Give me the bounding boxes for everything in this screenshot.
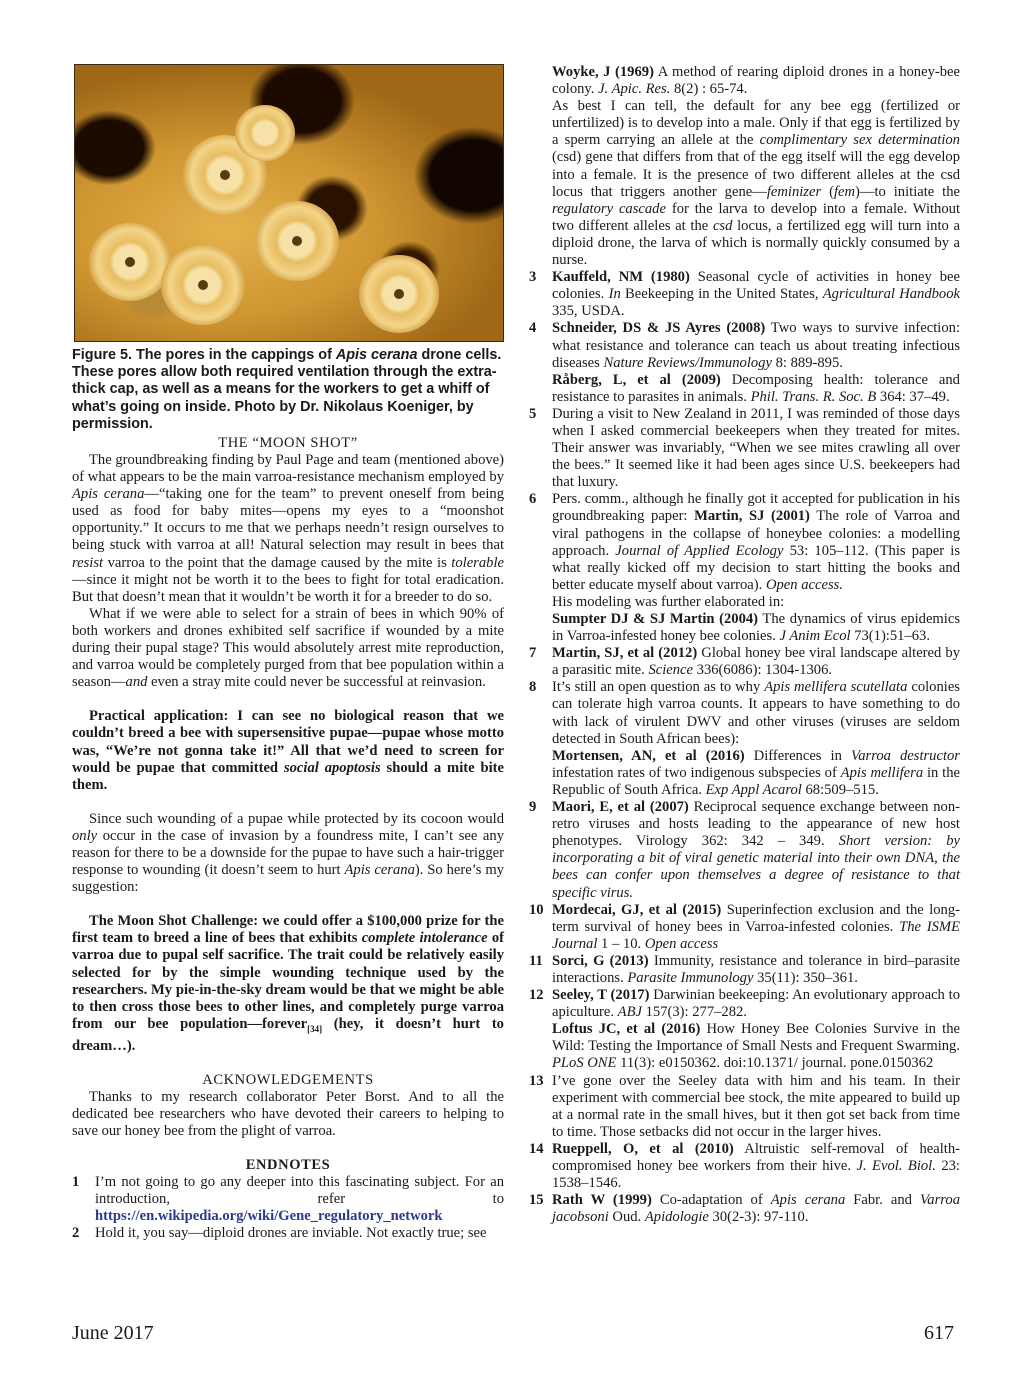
reference-mortensen: Mortensen, AN, et al (2016) Differences in Varroa destructor infestation rates of two indigenous subspecies of Apis mellifera in the Republic of South Africa. Exp Appl Acarol 68:509–515. <box>552 747 960 798</box>
practical-application: Practical application: I can see no biological reason that we couldn’t breed a bee with supersensitive pupae—pupae whose motto was, “We’re not gonna take it!” All that we’d need to screen for would be pupae that committed social apoptosis should a mite bite them. <box>72 708 504 793</box>
cap-pore <box>394 289 404 299</box>
page-number: 617 <box>924 1322 954 1344</box>
endnote-item: 8 It’s still an open question as to why Apis mellifera scutellata colonies can tolerate high varroa counts. It appears to have something to do with lack of virulent DWV and other viruses (viruses are seldom detected in South African bees): <box>529 679 960 747</box>
cap-pore <box>220 170 230 180</box>
moon-shot-heading: THE “MOON SHOT” <box>218 435 358 452</box>
modeling-note: His modeling was further elaborated in: <box>552 593 785 610</box>
reference-raberg: Råberg, L, et al (2009) Decomposing health: tolerance and resistance to parasites in animals. Phil. Trans. R. Soc. B 364: 37–49. <box>552 371 960 405</box>
moon-shot-paragraph-3: Since such wounding of a pupae while protected by its cocoon would only occur in the case of invasion by a foundress mite, I can’t see any reason for there to be a downside for the pupae to have such a hair-trigger response to wounding (it doesn’t seem to hurt Apis cerana). So here’s my suggestion: <box>72 810 504 896</box>
moon-shot-paragraph-2: What if we were able to select for a strain of bees in which 90% of both workers and drones exhibited self sacrifice if wounded by a mite during their pupal stage? This would absolutely arrest mite reproduction, and varroa would be completely purged from that bee population within a season—and even a stray mite could never be successful at reinvasion. <box>72 605 504 691</box>
figure-5-photo <box>74 64 504 342</box>
endnote-item: 1 I’m not going to go any deeper into this fascinating subject. For an introduction, refer to https://en.wikipedia.org/wiki/Gene_regulatory_network <box>72 1174 504 1225</box>
cap-pore <box>292 236 302 246</box>
endnote-item: 15 Rath W (1999) Co-adaptation of Apis cerana Fabr. and Varroa jacobsoni Oud. Apidologie 30(2-3): 97-110. <box>529 1192 960 1226</box>
endnote-item: 5 During a visit to New Zealand in 2011, I was reminded of those days when I asked commercial beekeepers when they treated for mites. Their answer was invariably, “When we see mites crawling all over the bees.” It seemed like it had been ages since U.S. beekeepers had that luxury. <box>529 405 960 491</box>
endnote-item: 9 Maori, E, et al (2007) Reciprocal sequence exchange between non-retro viruses and hosts leading to the appearance of new host phenotypes. Virology 362: 342 – 349. Short version: by incorporating a bit of viral genetic material into their own DNA, the bees can confer upon themselves a degree of resistance to that specific virus. <box>529 799 960 901</box>
endnote-item: 12 Seeley, T (2017) Darwinian beekeeping: An evolutionary approach to apiculture. ABJ 157(3): 277–282. <box>529 987 960 1021</box>
endnote-item: 7 Martin, SJ, et al (2012) Global honey bee viral landscape altered by a parasitic mite. Science 336(6086): 1304-1306. <box>529 645 960 679</box>
endnote-item: 11 Sorci, G (2013) Immunity, resistance and tolerance in bird–parasite interactions. Parasite Immunology 35(11): 350–361. <box>529 952 960 986</box>
endnote-item: 3 Kauffeld, NM (1980) Seasonal cycle of activities in honey bee colonies. In Beekeeping in the United States, Agricultural Handbook 335, USDA. <box>529 269 961 320</box>
reference-woyke: Woyke, J (1969) A method of rearing diploid drones in a honey-bee colony. J. Apic. Res. 8(2) : 65-74. <box>552 64 960 98</box>
acknowledgements-heading: ACKNOWLEDGEMENTS <box>202 1071 374 1088</box>
moon-shot-challenge: The Moon Shot Challenge: we could offer a $100,000 prize for the first team to breed a line of bees that exhibits complete intolerance of varroa due to pupal self sacrifice. The trait could be relatively easily selected for by the simple wounding technique used by the researchers. My pie-in-the-sky dream would be that we might be able to then cross those bees to other lines, and completely purge varroa from our bee population—forever$_{[34]}$ (hey, it doesn’t hurt to dream…). <box>72 913 504 1054</box>
left-column <box>72 64 504 1243</box>
endnote-item: 10 Mordecai, GJ, et al (2015) Superinfection exclusion and the long-term survival of honey bees in Varroa-infested colonies. The ISME Journal 1 – 10. Open access <box>529 901 961 952</box>
right-column <box>529 64 960 1226</box>
moon-shot-paragraph-1: The groundbreaking finding by Paul Page and team (mentioned above) of what appears to be the main varroa-resistance mechanism employed by Apis cerana—“taking one for the team” to prevent oneself from being used as food for baby mites—opens my eyes to a “moonshot opportunity.” It occurs to me that we perhaps needn’t resign ourselves to being stuck with varroa at all! Natural selection may result in bees that resist varroa to the point that the damage caused by the mite is tolerable—since it might not be worth it to the bees to fight for total eradication. But that doesn’t mean that it wouldn’t be worth it for a breeder to do so. <box>72 452 504 605</box>
endnote-item: 6 Pers. comm., although he finally got it accepted for publication in his groundbreaking paper: Martin, SJ (2001) The role of Varroa and viral pathogens in the collapse of honeybee colonies: a modelling approach. Journal of Applied Ecology 53: 105–112. (This paper is what really kicked off my decision to start hitting the books and better educate myself about varroa). Open access. <box>529 491 961 593</box>
woyke-note: As best I can tell, the default for any bee egg (fertilized or unfertilized) is to develop into a male. Only if that egg is fertilized by a sperm carrying an allele at the complimentary sex determination (csd) gene that differs from that of the egg itself will the egg develop into a female. It is the presence of two different alleles at the csd locus that triggers another gene—feminizer (fem)—to initiate the regulatory cascade for the larva to develop into a female. Without two different alleles at the csd locus, a fertilized egg will turn into a diploid drone, the larva of which is normally quickly consumed by a nurse. <box>552 98 960 269</box>
endnote-item: 4 Schneider, DS & JS Ayres (2008) Two ways to survive infection: what resistance and tolerance can teach us about treating infectious diseases Nature Reviews/Immunology 8: 889-895. <box>529 320 960 371</box>
cap-pore <box>198 280 208 290</box>
drone-cell-cap <box>235 105 295 161</box>
footer-date: June 2017 <box>72 1322 154 1344</box>
wikipedia-link[interactable]: https://en.wikipedia.org/wiki/Gene_regulatory_network <box>95 1208 443 1225</box>
endnotes-heading: ENDNOTES <box>245 1157 331 1174</box>
endnote-item: 14 Rueppell, O, et al (2010) Altruistic self-removal of health-compromised honey bee workers from their hive. J. Evol. Biol. 23: 1538–1546. <box>529 1140 960 1192</box>
endnote-item: 13 I’ve gone over the Seeley data with him and his team. In their experiment with commercial bee stock, the mite appeared to build up at a normal rate in the small hives, but it then got set back from time to time. Those setbacks did not occur in the larger hives. <box>529 1072 960 1140</box>
figure-caption: Figure 5. The pores in the cappings of Apis cerana drone cells. These pores allow both required ventilation through the extra-thick cap, as well as a means for the workers to get a whiff of what’s going on inside. Photo by Dr. Nikolaus Koeniger, by permission. <box>72 347 502 432</box>
reference-loftus: Loftus JC, et al (2016) How Honey Bee Colonies Survive in the Wild: Testing the Importance of Small Nests and Frequent Swarming. PLoS ONE 11(3): e0150362. doi:10.1371/ journal. pone.0150362 <box>552 1021 960 1072</box>
acknowledgements-text: Thanks to my research collaborator Peter Borst. And to all the dedicated bee researchers who have devoted their careers to helping to save our honey bee from the plight of varroa. <box>72 1088 504 1140</box>
reference-sumpter: Sumpter DJ & SJ Martin (2004) The dynamics of virus epidemics in Varroa-infested honey bee colonies. J Anim Ecol 73(1):51–63. <box>552 611 960 645</box>
cap-pore <box>125 257 135 267</box>
endnote-item: 2 Hold it, you say—diploid drones are inviable. Not exactly true; see <box>72 1225 487 1242</box>
